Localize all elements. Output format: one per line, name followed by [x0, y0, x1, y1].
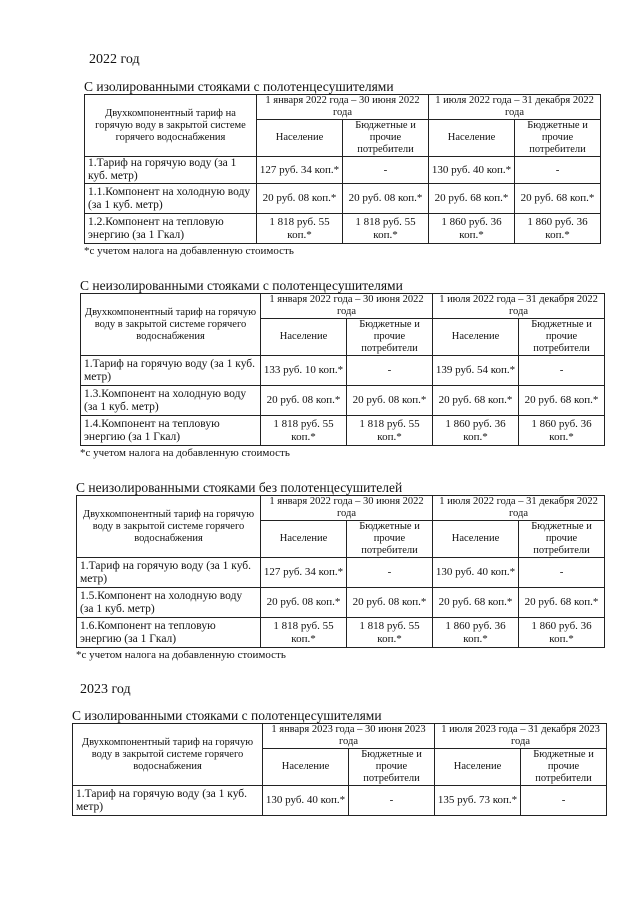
tariff-table — [84, 94, 601, 244]
table-row — [77, 618, 605, 648]
consumer-group-header: Бюджетные и прочие потребители — [519, 521, 605, 558]
table-row — [77, 588, 605, 618]
row-label: 1.3.Компонент на холодную воду (за 1 куб. метр) — [81, 386, 261, 416]
table-title: С изолированными стояками с полотенцесушителями — [84, 79, 394, 94]
row-label: 1.1.Компонент на холодную воду (за 1 куб. метр) — [85, 184, 257, 214]
year-heading: 2022 год — [89, 52, 140, 67]
tariff-value-cell: 1 860 руб. 36 коп.* — [519, 618, 605, 648]
tariff-value-cell: 20 руб. 68 коп.* — [519, 588, 605, 618]
tariff-block — [76, 480, 605, 661]
tariff-description-header: Двухкомпонентный тариф на горячую воду в закрытой системе горячего водоснабжения — [77, 496, 261, 558]
tariff-value-cell: 1 818 руб. 55 коп.* — [261, 618, 347, 648]
year-heading: 2023 год — [80, 682, 131, 697]
row-label: 1.Тариф на горячую воду (за 1 куб. метр) — [77, 558, 261, 588]
period-header: 1 января 2022 года – 30 июня 2022 года — [257, 95, 429, 120]
tariff-value-cell: - — [515, 157, 601, 184]
consumer-group-header: Население — [257, 120, 343, 157]
table-title: С неизолированными стояками с полотенцесушителями — [80, 278, 403, 293]
period-header: 1 января 2022 года – 30 июня 2022 года — [261, 294, 433, 319]
tariff-value-cell: 133 руб. 10 коп.* — [261, 356, 347, 386]
tariff-value-cell: 20 руб. 68 коп.* — [433, 588, 519, 618]
consumer-group-header: Население — [435, 749, 521, 786]
table-row — [81, 356, 605, 386]
consumer-group-header: Бюджетные и прочие потребители — [349, 749, 435, 786]
vat-footnote: *с учетом налога на добавленную стоимость — [76, 649, 286, 661]
tariff-value-cell: 1 860 руб. 36 коп.* — [515, 214, 601, 244]
tariff-block — [80, 278, 605, 459]
consumer-group-header: Население — [263, 749, 349, 786]
table-row — [85, 157, 601, 184]
consumer-group-header: Бюджетные и прочие потребители — [521, 749, 607, 786]
period-header: 1 января 2022 года – 30 июня 2022 года — [261, 496, 433, 521]
tariff-value-cell: 1 860 руб. 36 коп.* — [433, 416, 519, 446]
tariff-block — [84, 79, 601, 257]
tariff-description-header: Двухкомпонентный тариф на горячую воду в закрытой системе горячего водоснабжения — [73, 724, 263, 786]
row-label: 1.2.Компонент на тепловую энергию (за 1 Гкал) — [85, 214, 257, 244]
tariff-value-cell: 1 818 руб. 55 коп.* — [347, 618, 433, 648]
tariff-value-cell: - — [521, 786, 607, 816]
row-label: 1.4.Компонент на тепловую энергию (за 1 Гкал) — [81, 416, 261, 446]
tariff-value-cell: 1 818 руб. 55 коп.* — [343, 214, 429, 244]
consumer-group-header: Население — [433, 319, 519, 356]
tariff-table — [72, 723, 607, 816]
vat-footnote: *с учетом налога на добавленную стоимость — [84, 245, 294, 257]
tariff-value-cell: - — [343, 157, 429, 184]
tariff-value-cell: 1 818 руб. 55 коп.* — [257, 214, 343, 244]
tariff-table — [80, 293, 605, 446]
consumer-group-header: Население — [261, 521, 347, 558]
tariff-value-cell: 20 руб. 68 коп.* — [519, 386, 605, 416]
table-row — [85, 184, 601, 214]
table-row — [73, 786, 607, 816]
tariff-value-cell: - — [519, 356, 605, 386]
tariff-value-cell: 139 руб. 54 коп.* — [433, 356, 519, 386]
tariff-value-cell: 127 руб. 34 коп.* — [257, 157, 343, 184]
tariff-value-cell: - — [347, 356, 433, 386]
consumer-group-header: Население — [429, 120, 515, 157]
table-title: С неизолированными стояками без полотенцесушителей — [76, 480, 403, 495]
consumer-group-header: Бюджетные и прочие потребители — [515, 120, 601, 157]
tariff-value-cell: 20 руб. 08 коп.* — [347, 588, 433, 618]
tariff-block — [72, 708, 607, 816]
row-label: 1.5.Компонент на холодную воду (за 1 куб. метр) — [77, 588, 261, 618]
tariff-value-cell: 1 860 руб. 36 коп.* — [433, 618, 519, 648]
row-label: 1.Тариф на горячую воду (за 1 куб. метр) — [73, 786, 263, 816]
tariff-value-cell: 127 руб. 34 коп.* — [261, 558, 347, 588]
tariff-value-cell: 20 руб. 08 коп.* — [261, 588, 347, 618]
period-header: 1 июля 2023 года – 31 декабря 2023 года — [435, 724, 607, 749]
consumer-group-header: Бюджетные и прочие потребители — [347, 319, 433, 356]
consumer-group-header: Бюджетные и прочие потребители — [343, 120, 429, 157]
row-label: 1.6.Компонент на тепловую энергию (за 1 Гкал) — [77, 618, 261, 648]
period-header: 1 июля 2022 года – 31 декабря 2022 года — [433, 294, 605, 319]
tariff-value-cell: - — [519, 558, 605, 588]
tariff-value-cell: - — [349, 786, 435, 816]
tariff-value-cell: 1 860 руб. 36 коп.* — [429, 214, 515, 244]
tariff-value-cell: 1 860 руб. 36 коп.* — [519, 416, 605, 446]
row-label: 1.Тариф на горячую воду (за 1 куб. метр) — [81, 356, 261, 386]
tariff-description-header: Двухкомпонентный тариф на горячую воду в закрытой системе горячего водоснабжения — [85, 95, 257, 157]
tariff-value-cell: 1 818 руб. 55 коп.* — [347, 416, 433, 446]
tariff-value-cell: 1 818 руб. 55 коп.* — [261, 416, 347, 446]
tariff-description-header: Двухкомпонентный тариф на горячую воду в закрытой системе горячего водоснабжения — [81, 294, 261, 356]
period-header: 1 января 2023 года – 30 июня 2023 года — [263, 724, 435, 749]
tariff-value-cell: 20 руб. 08 коп.* — [261, 386, 347, 416]
tariff-value-cell: 130 руб. 40 коп.* — [433, 558, 519, 588]
tariff-value-cell: 20 руб. 68 коп.* — [515, 184, 601, 214]
consumer-group-header: Население — [261, 319, 347, 356]
tariff-value-cell: 20 руб. 08 коп.* — [257, 184, 343, 214]
consumer-group-header: Бюджетные и прочие потребители — [519, 319, 605, 356]
tariff-value-cell: 130 руб. 40 коп.* — [429, 157, 515, 184]
table-row — [85, 214, 601, 244]
consumer-group-header: Население — [433, 521, 519, 558]
tariff-value-cell: 20 руб. 08 коп.* — [347, 386, 433, 416]
consumer-group-header: Бюджетные и прочие потребители — [347, 521, 433, 558]
table-row — [81, 416, 605, 446]
table-row — [81, 386, 605, 416]
tariff-value-cell: 20 руб. 08 коп.* — [343, 184, 429, 214]
table-title: С изолированными стояками с полотенцесушителями — [72, 708, 382, 723]
tariff-value-cell: 20 руб. 68 коп.* — [433, 386, 519, 416]
tariff-value-cell: 135 руб. 73 коп.* — [435, 786, 521, 816]
period-header: 1 июля 2022 года – 31 декабря 2022 года — [433, 496, 605, 521]
tariff-value-cell: 20 руб. 68 коп.* — [429, 184, 515, 214]
tariff-table — [76, 495, 605, 648]
row-label: 1.Тариф на горячую воду (за 1 куб. метр) — [85, 157, 257, 184]
tariff-value-cell: 130 руб. 40 коп.* — [263, 786, 349, 816]
period-header: 1 июля 2022 года – 31 декабря 2022 года — [429, 95, 601, 120]
tariff-value-cell: - — [347, 558, 433, 588]
table-row — [77, 558, 605, 588]
vat-footnote: *с учетом налога на добавленную стоимость — [80, 447, 290, 459]
